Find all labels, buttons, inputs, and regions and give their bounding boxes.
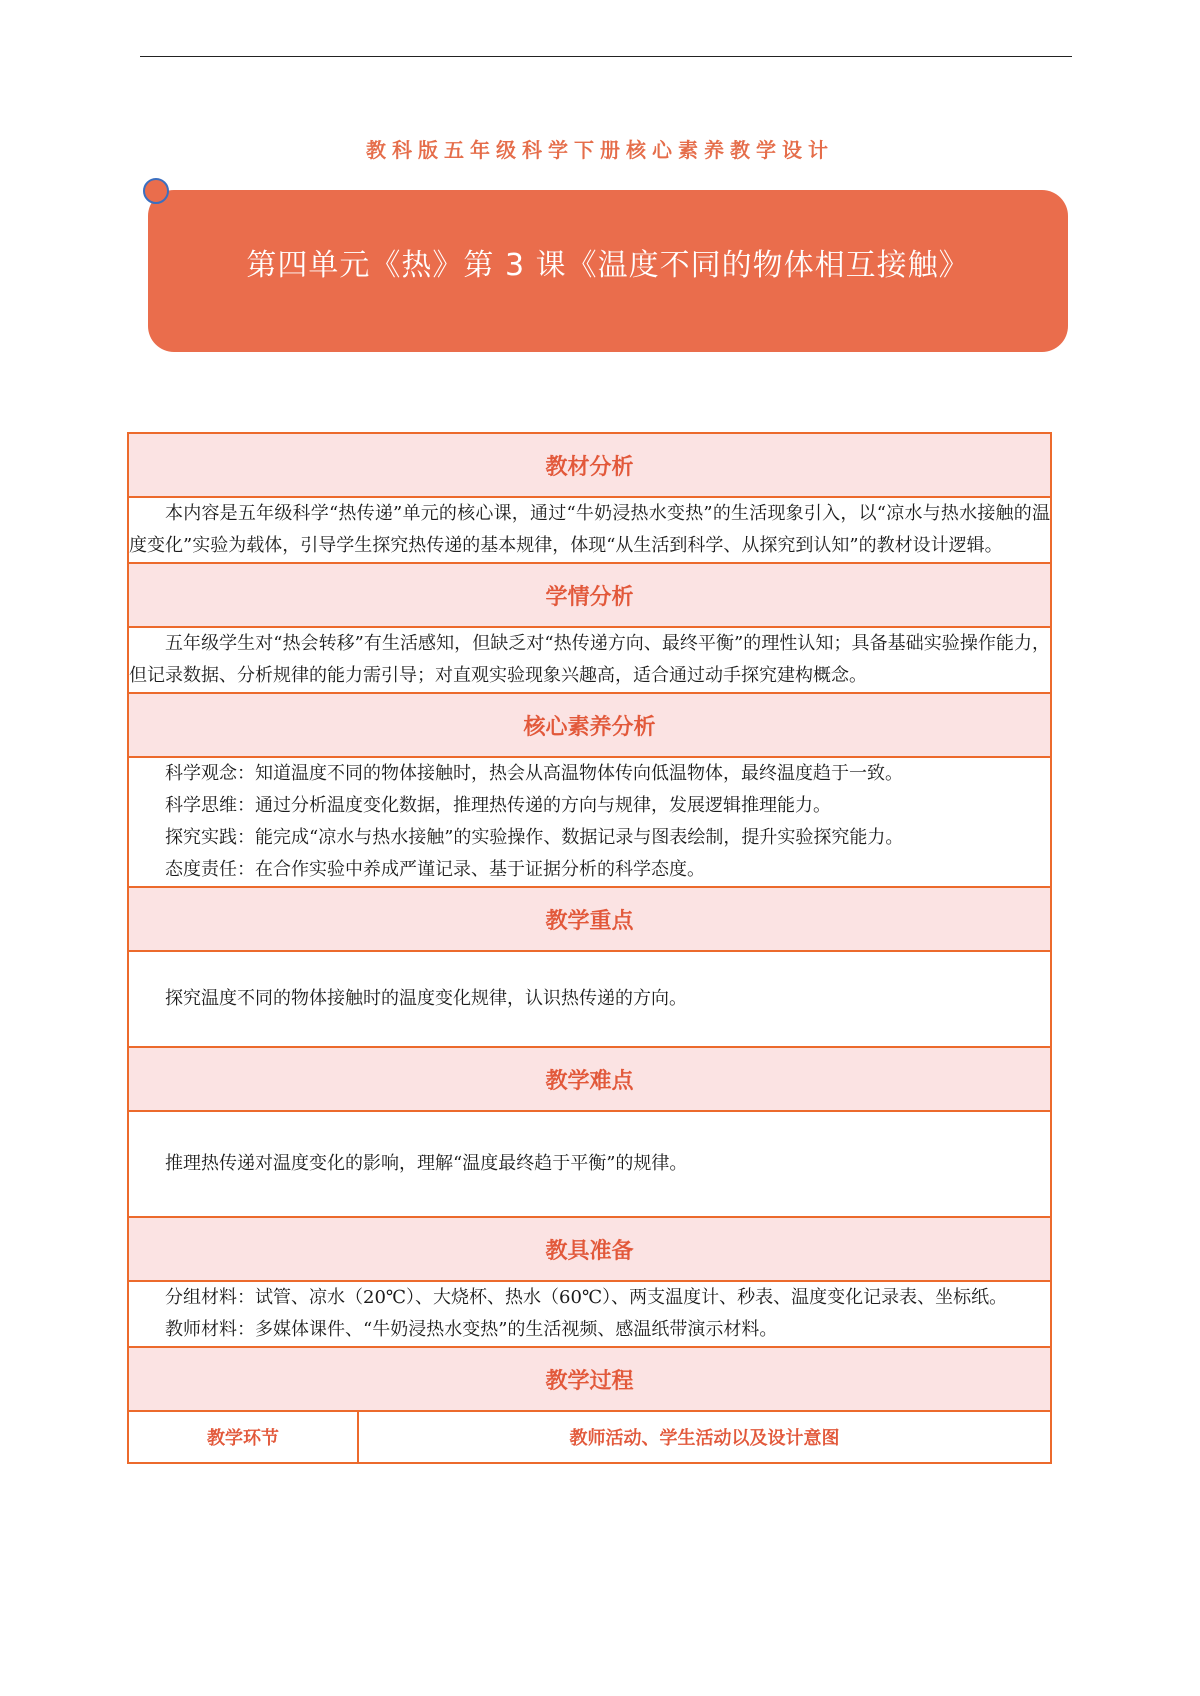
- section-header-row: [128, 887, 1051, 951]
- section-heading-students: 学情分析: [128, 563, 1051, 627]
- paragraph: 探究实践：能完成“凉水与热水接触”的实验操作、数据记录与图表绘制，提升实验探究能力。: [165, 827, 904, 848]
- section-header-row: [128, 1217, 1051, 1281]
- section-body-difficulty: [128, 1111, 1051, 1217]
- paragraph: 教师材料：多媒体课件、“牛奶浸热水变热”的生活视频、感温纸带演示材料。: [165, 1319, 778, 1340]
- paragraph: 态度责任：在合作实验中养成严谨记录、基于证据分析的科学态度。: [165, 859, 705, 880]
- lesson-plan-table: [127, 432, 1052, 1464]
- section-body-students: [128, 627, 1051, 693]
- section-heading-difficulty: 教学难点: [128, 1047, 1051, 1111]
- paragraph: 科学观念：知道温度不同的物体接触时，热会从高温物体传向低温物体，最终温度趋于一致。: [165, 763, 903, 784]
- section-header-row: [128, 1347, 1051, 1411]
- section-body-row: [128, 627, 1051, 693]
- section-body-row: [128, 1281, 1051, 1347]
- section-body-row: [128, 951, 1051, 1047]
- section-header-row: [128, 1047, 1051, 1111]
- paragraph: 分组材料：试管、凉水（20℃）、大烧杯、热水（60℃）、两支温度计、秒表、温度变化记录表、坐标纸。: [165, 1287, 1008, 1308]
- top-rule: [140, 56, 1072, 57]
- column-header-stage: 教学环节: [128, 1411, 358, 1463]
- section-header-row: [128, 563, 1051, 627]
- process-column-header-row: [128, 1411, 1051, 1463]
- section-body-key-point: [128, 951, 1051, 1047]
- paragraph: 推理热传递对温度变化的影响，理解“温度最终趋于平衡”的规律。: [165, 1153, 688, 1174]
- section-header-row: [128, 693, 1051, 757]
- column-header-activities: 教师活动、学生活动以及设计意图: [358, 1411, 1051, 1463]
- title-bullet-dot: [143, 178, 169, 204]
- section-heading-key-point: 教学重点: [128, 887, 1051, 951]
- paragraph: 科学思维：通过分析温度变化数据，推理热传递的方向与规律，发展逻辑推理能力。: [165, 795, 831, 816]
- section-heading-materials-prep: 教具准备: [128, 1217, 1051, 1281]
- section-body-row: [128, 497, 1051, 563]
- title-banner: [148, 190, 1068, 352]
- section-header-row: [128, 433, 1051, 497]
- paragraph: 五年级学生对“热会转移”有生活感知，但缺乏对“热传递方向、最终平衡”的理性认知；具备基础实验操作能力，但记录数据、分析规律的能力需引导；对直观实验现象兴趣高，适合通过动手探究建构概念。: [129, 633, 1050, 686]
- document-series-header: 教科版五年级科学下册核心素养教学设计: [366, 138, 834, 162]
- section-heading-literacy: 核心素养分析: [128, 693, 1051, 757]
- section-body-row: [128, 1111, 1051, 1217]
- paragraph: 本内容是五年级科学“热传递”单元的核心课，通过“牛奶浸热水变热”的生活现象引入，以“凉水与热水接触的温度变化”实验为载体，引导学生探究热传递的基本规律，体现“从生活到科学、从探究到认知”的教材设计逻辑。: [129, 503, 1050, 556]
- section-body-literacy: [128, 757, 1051, 887]
- paragraph: 探究温度不同的物体接触时的温度变化规律，认识热传递的方向。: [165, 988, 687, 1009]
- section-body-row: [128, 757, 1051, 887]
- section-heading-process: 教学过程: [128, 1347, 1051, 1411]
- section-body-materials-prep: [128, 1281, 1051, 1347]
- lesson-title: 第四单元《热》第 3 课《温度不同的物体相互接触》: [246, 248, 970, 283]
- section-body-material: [128, 497, 1051, 563]
- section-heading-material: 教材分析: [128, 433, 1051, 497]
